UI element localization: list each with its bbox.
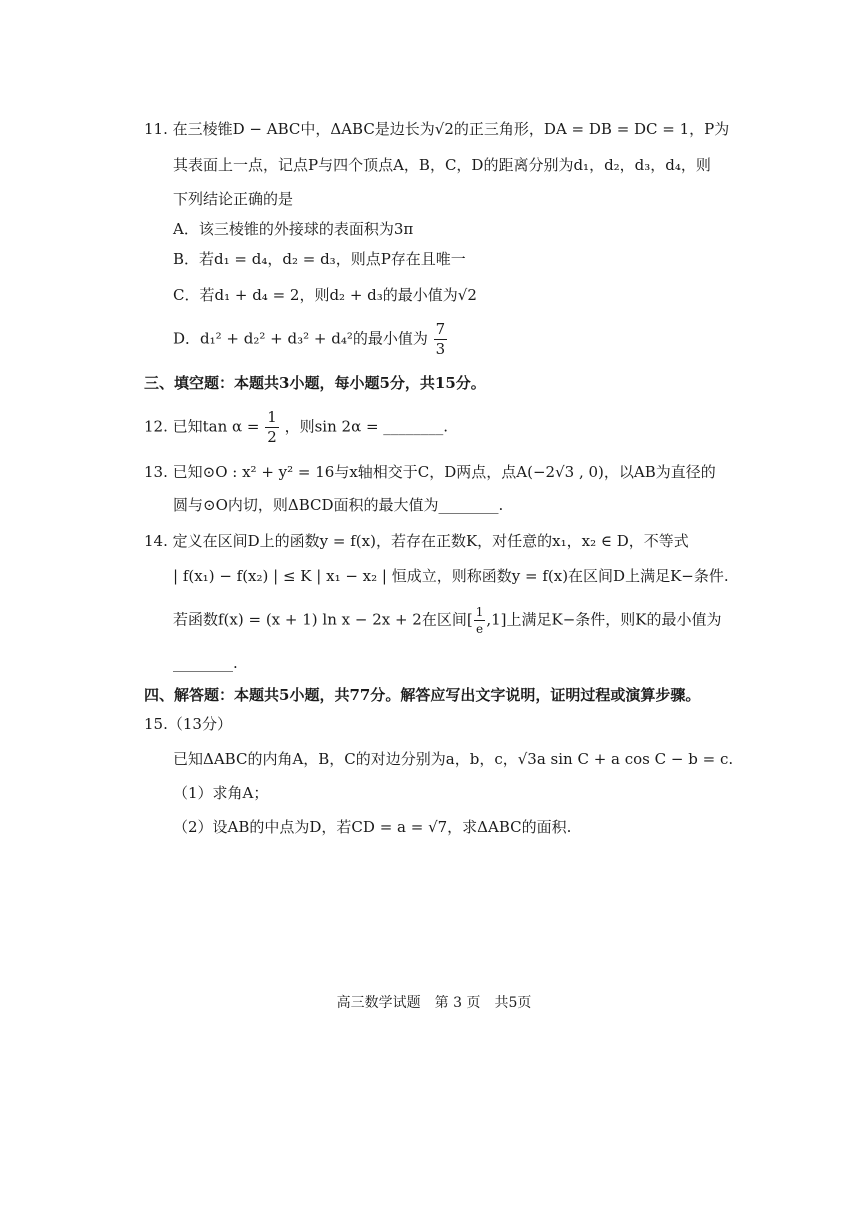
q12 [144, 410, 448, 445]
q11-line2: 其表面上一点，记点P与四个顶点A，B，C，D的距离分别为d₁，d₂，d₃，d₄，则 [173, 156, 711, 174]
q13-line1: 13. 已知⊙O : x² + y² = 16与x轴相交于C，D两点，点A(−2√3 , 0)，以AB为直径的 [144, 463, 716, 481]
q11-line3: 下列结论正确的是 [173, 190, 294, 208]
q15-line1: 已知ΔABC的内角A，B，C的对边分别为a，b，c，√3a sin C + a cos C − b = c. [173, 750, 734, 768]
fraction-denominator: 2 [267, 428, 277, 446]
fraction-numerator: 7 [435, 320, 446, 338]
q14-fraction [474, 606, 486, 635]
q15-part1: （1）求角A； [173, 784, 269, 802]
q12-prefix: 12. 已知tan α = [144, 417, 260, 436]
page-footer: 高三数学试题 第 3 页 共5页 [336, 995, 532, 1011]
q12-suffix: ，则sin 2α = ________. [284, 417, 449, 436]
q14-line1: 14. 定义在区间D上的函数y = f(x)，若存在正数K，对任意的x₁，x₂ ∈ D，不等式 [144, 532, 689, 550]
q11-option-a: A．该三棱锥的外接球的表面积为3π [173, 220, 414, 238]
q15-part2: （2）设AB的中点为D，若CD = a = √7，求ΔABC的面积. [173, 818, 572, 836]
q14-line3 [173, 606, 722, 635]
q13-line2: 圆与⊙O内切，则ΔBCD面积的最大值为________. [173, 496, 504, 514]
q11-line1: 11. 在三棱锥D − ABC中，ΔABC是边长为√2的正三角形，DA = DB = DC = 1，P为 [144, 120, 730, 138]
q15-header: 15.（13分） [144, 715, 232, 733]
q11-option-d-text: D．d₁² + d₂² + d₃² + d₄²的最小值为 [173, 329, 428, 348]
fraction-denominator: e [475, 622, 484, 636]
q14-line4: ________. [173, 654, 238, 672]
fraction-numerator: 1 [267, 408, 277, 426]
q11-option-d [173, 322, 448, 357]
section-4-heading: 四、解答题：本题共5小题，共77分。解答应写出文字说明，证明过程或演算步骤。 [144, 686, 701, 704]
q12-fraction [265, 410, 279, 445]
q14-line3-suffix: ,1]上满足K−条件，则K的最小值为 [486, 610, 722, 629]
section-3-heading: 三、填空题：本题共3小题，每小题5分，共15分。 [144, 374, 486, 392]
q11-option-b: B．若d₁ = d₄，d₂ = d₃，则点P存在且唯一 [173, 250, 466, 268]
fraction-denominator: 3 [435, 340, 446, 358]
q14-line2: | f(x₁) − f(x₂) | ≤ K | x₁ − x₂ | 恒成立，则称函数y = f(x)在区间D上满足K−条件. [173, 567, 729, 585]
q11-option-c: C．若d₁ + d₄ = 2，则d₂ + d₃的最小值为√2 [173, 286, 477, 304]
q11-option-d-fraction [434, 322, 448, 357]
fraction-numerator: 1 [475, 605, 484, 619]
q14-line3-prefix: 若函数f(x) = (x + 1) ln x − 2x + 2在区间[ [173, 610, 473, 629]
